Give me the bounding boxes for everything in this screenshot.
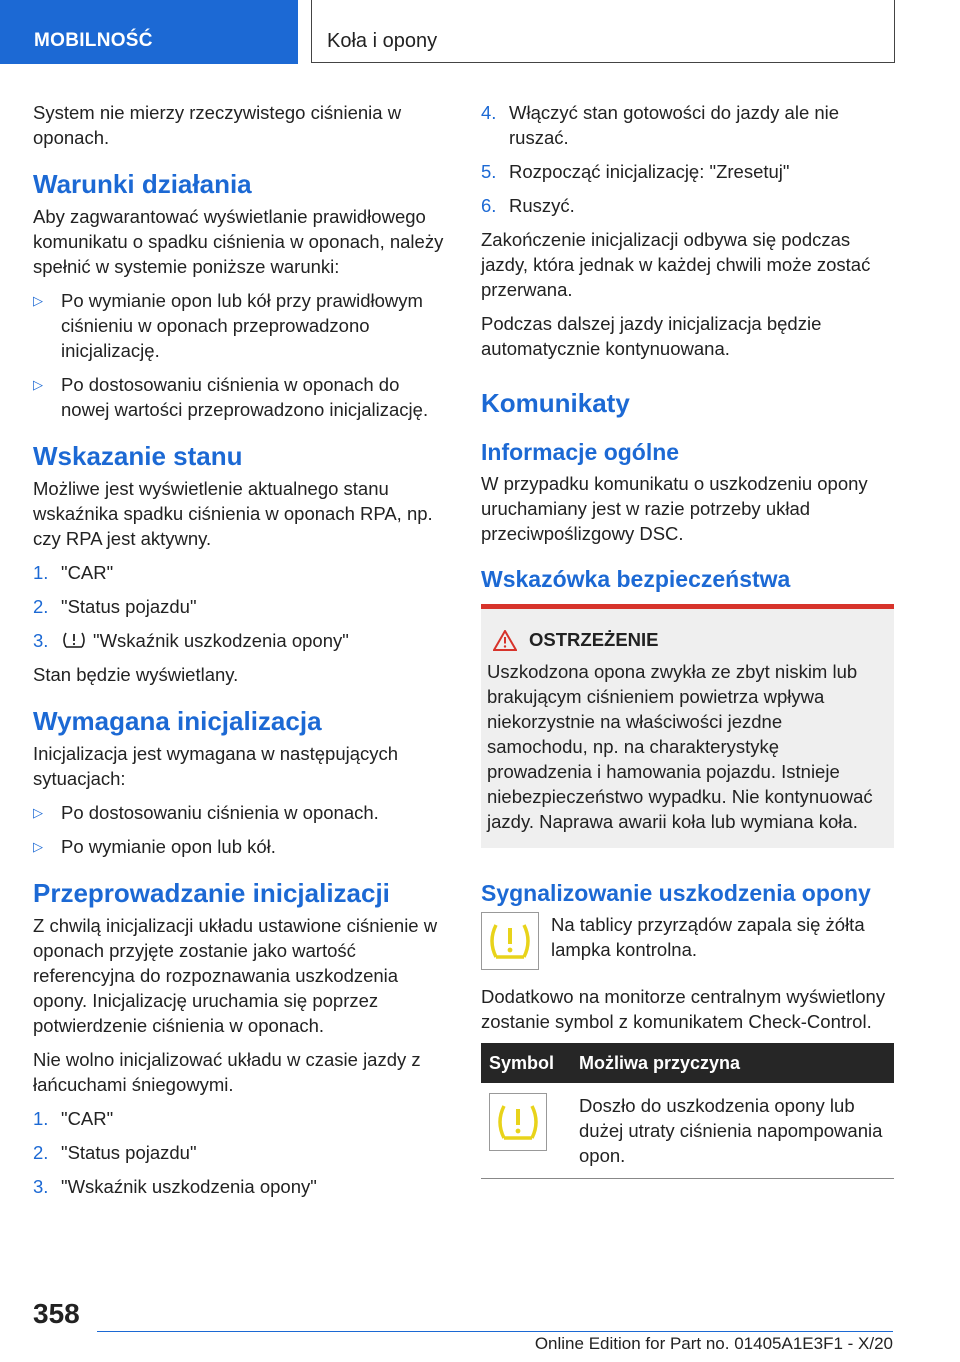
step-number: 6. — [481, 195, 497, 216]
lamp-text: Na tablicy przyrządów zapala się żółta lampka kontrolna. — [551, 914, 865, 960]
bullet-item: ▷ Po wymianie opon lub kół. — [33, 834, 446, 859]
numbered-step — [481, 193, 894, 218]
step-text: Rozpocząć inicjalizację: "Zresetuj" — [509, 161, 790, 182]
header-chapter-box — [311, 0, 895, 63]
heading-informacje: Informacje ogólne — [481, 439, 680, 465]
monitor-paragraph: Dodatkowo na monitorze centralnym wyświetlony zostanie symbol z komunikatem Check-Control. — [481, 986, 886, 1032]
step-text: "Wskaźnik uszkodzenia opony" — [61, 1176, 317, 1197]
warning-title-text: OSTRZEŻENIE — [529, 629, 659, 650]
step-text: "Status pojazdu" — [61, 1142, 197, 1163]
heading-wskazowka: Wskazówka bezpieczeństwa — [481, 566, 791, 592]
warning-triangle-icon — [493, 630, 517, 651]
numbered-step — [481, 159, 894, 184]
numbered-step — [481, 100, 894, 150]
step-number: 4. — [481, 102, 497, 123]
step-text: "CAR" — [61, 1108, 114, 1129]
table-row — [481, 1083, 894, 1179]
init-paragraph-1: Zakończenie inicjalizacji odbywa się podczas jazdy, która jednak w każdej chwili może zostać przerwana. — [481, 229, 871, 300]
numbered-step — [33, 1174, 446, 1199]
init-paragraph-2: Podczas dalszej jazdy inicjalizacja będzie automatycznie kontynuowana. — [481, 313, 822, 359]
wymagana-paragraph: Inicjalizacja jest wymagana w następujących sytuacjach: — [33, 743, 399, 789]
table-cell-symbol — [481, 1083, 571, 1179]
warunki-paragraph: Aby zagwarantować wyświetlanie prawidłowego komunikatu o spadku ciśnienia w oponach, należy spełnić w systemie poniższe warunki: — [33, 206, 444, 277]
przep-paragraph-1: Z chwilą inicjalizacji układu ustawione ciśnienie w oponach przyjęte zostanie jako wartość referencyjna do rozpoznawania uszkodzenia opony. Inicjalizację uruchamia się poprzez potwierdzenie ciśnienia w oponach. — [33, 915, 438, 1036]
table-header-row — [481, 1043, 894, 1083]
tire-warning-lamp-icon — [489, 1093, 547, 1151]
tire-warning-lamp-icon — [481, 912, 539, 970]
step-number: 2. — [33, 1142, 49, 1163]
wskazanie-after: Stan będzie wyświetlany. — [33, 664, 239, 685]
tire-pressure-icon — [61, 630, 87, 650]
table-header: Możliwa przyczyna — [571, 1043, 894, 1083]
step-text: Ruszyć. — [509, 195, 575, 216]
right-column — [481, 100, 894, 1179]
numbered-step — [33, 628, 446, 653]
bullet-item: ▷ Po dostosowaniu ciśnienia w oponach do nowej wartości przeprowadzono inicjalizację. — [33, 372, 446, 422]
intro-paragraph: System nie mierzy rzeczywistego ciśnienia w oponach. — [33, 102, 402, 148]
header-section-tab — [0, 0, 298, 64]
bullet-item: ▷ Po dostosowaniu ciśnienia w oponach. — [33, 800, 446, 825]
informacje-paragraph: W przypadku komunikatu o uszkodzeniu opony uruchamiany jest w razie potrzeby układ przeciwpoślizgowy DSC. — [481, 473, 868, 544]
page-number: 358 — [33, 1298, 80, 1329]
heading-sygnalizowanie: Sygnalizowanie uszkodzenia opony — [481, 880, 871, 906]
header-chapter-label: Koła i opony — [327, 30, 438, 52]
heading-przeprowadzanie: Przeprowadzanie inicjalizacji — [33, 878, 390, 908]
footer-divider — [97, 1331, 893, 1332]
table-header: Symbol — [481, 1043, 571, 1083]
left-column — [33, 100, 446, 1208]
step-text: "Wskaźnik uszkodzenia opony" — [93, 630, 349, 651]
heading-wymagana: Wymagana inicjalizacja — [33, 706, 322, 736]
przep-paragraph-2: Nie wolno inicjalizować układu w czasie jazdy z łańcuchami śniegowymi. — [33, 1049, 421, 1095]
step-number: 3. — [33, 1176, 49, 1197]
lamp-row — [481, 912, 894, 970]
step-number: 1. — [33, 562, 49, 583]
numbered-step — [33, 560, 446, 585]
wskazanie-paragraph: Możliwe jest wyświetlenie aktualnego stanu wskaźnika spadku ciśnienia w oponach RPA, np. czy RPA jest aktywny. — [33, 478, 433, 549]
step-number: 5. — [481, 161, 497, 182]
step-text: "CAR" — [61, 562, 114, 583]
step-number: 3. — [33, 630, 49, 651]
warning-text: Uszkodzona opona zwykła ze zbyt niskim lub brakującym ciśnieniem powietrza wpływa niekorzystnie na właściwości jezdne samochodu, np. na charakterystykę prowadzenia i hamowania pojazdu. Istnieje niebezpieczeństwo wypadku. Nie kontynuować jazdy. Naprawa awarii koła lub wymiana koła. — [487, 661, 873, 832]
heading-warunki: Warunki działania — [33, 169, 252, 199]
step-text: Włączyć stan gotowości do jazdy ale nie ruszać. — [509, 102, 840, 148]
warning-box — [481, 604, 894, 848]
heading-komunikaty: Komunikaty — [481, 388, 630, 418]
table-cell-cause: Doszło do uszkodzenia opony lub dużej utraty ciśnienia napompowania opon. — [571, 1083, 894, 1179]
step-number: 1. — [33, 1108, 49, 1129]
symbol-table — [481, 1043, 894, 1179]
heading-wskazanie: Wskazanie stanu — [33, 441, 243, 471]
numbered-step — [33, 1106, 446, 1131]
bullet-item: ▷ Po wymianie opon lub kół przy prawidłowym ciśnieniu w oponach przeprowadzono inicjalizację. — [33, 288, 446, 363]
header-section-label: MOBILNOŚĆ — [34, 30, 153, 51]
numbered-step — [33, 1140, 446, 1165]
step-text: "Status pojazdu" — [61, 596, 197, 617]
numbered-step — [33, 594, 446, 619]
warning-title — [487, 629, 886, 651]
footer-edition: Online Edition for Part no. 01405A1E3F1 - X/20 — [534, 1334, 893, 1353]
step-number: 2. — [33, 596, 49, 617]
